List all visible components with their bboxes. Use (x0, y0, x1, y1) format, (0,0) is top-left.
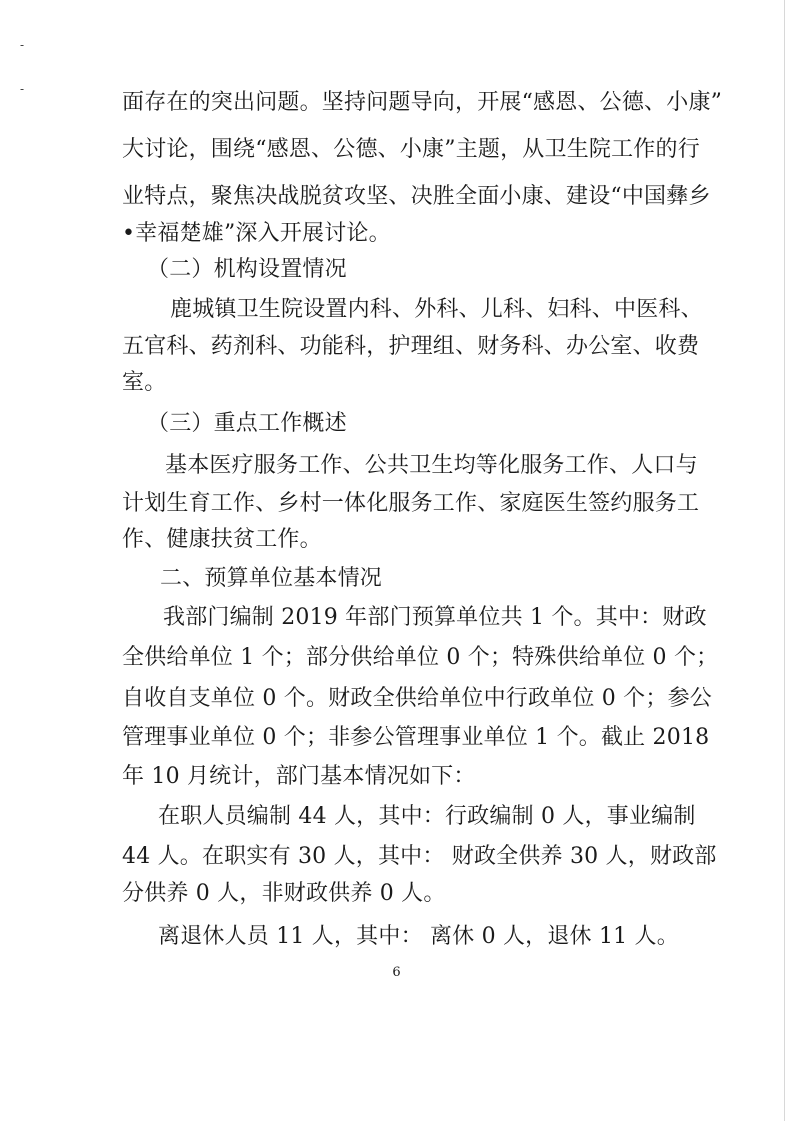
text-line: 鹿城镇卫生院设置内科、外科、儿科、妇科、中医科、 (170, 297, 703, 322)
text-line: 作、健康扶贫工作。 (122, 527, 322, 552)
text-line: 大讨论，围绕“感恩、公德、小康”主题，从卫生院工作的行 (122, 137, 700, 162)
text-line: 计划生育工作、乡村一体化服务工作、家庭医生签约服务工 (122, 491, 700, 516)
text-line: 室。 (122, 370, 167, 395)
text-line: 全供给单位 1 个；部分供给单位 0 个；特殊供给单位 0 个； (122, 645, 719, 670)
text-line: •幸福楚雄”深入开展讨论。 (122, 221, 391, 246)
page-edge-line (784, 0, 785, 1121)
text-line: 离退休人员 11 人，其中： 离休 0 人，退休 11 人。 (158, 924, 679, 949)
text-line: 年 10 月统计，部门基本情况如下： (122, 764, 476, 789)
edge-mark: - (20, 38, 25, 52)
text-line: 基本医疗服务工作、公共卫生均等化服务工作、人口与 (165, 453, 698, 478)
text-line: 面存在的突出问题。坚持问题导向，开展“感恩、公德、小康” (122, 90, 723, 115)
text-line: 我部门编制 2019 年部门预算单位共 1 个。其中：财政 (163, 605, 707, 630)
section-heading: （三）重点工作概述 (147, 411, 347, 436)
text-line: 管理事业单位 0 个；非参公管理事业单位 1 个。截止 2018 (122, 725, 710, 750)
text-line: 44 人。在职实有 30 人，其中： 财政全供养 30 人，财政部 (122, 844, 717, 869)
text-line: 在职人员编制 44 人，其中：行政编制 0 人，事业编制 (158, 804, 696, 829)
text-line: 分供养 0 人，非财政供养 0 人。 (122, 881, 446, 906)
text-line: 自收自支单位 0 个。财政全供给单位中行政单位 0 个；参公 (122, 686, 712, 711)
section-heading: （二）机构设置情况 (147, 257, 347, 282)
text-line: 业特点，聚焦决战脱贫攻坚、决胜全面小康、建设“中国彝乡 (122, 184, 711, 209)
page-number: 6 (392, 965, 401, 980)
section-heading: 二、预算单位基本情况 (160, 566, 383, 591)
edge-mark: - (20, 82, 25, 96)
text-line: 五官科、药剂科、功能科，护理组、财务科、办公室、收费 (122, 334, 700, 359)
